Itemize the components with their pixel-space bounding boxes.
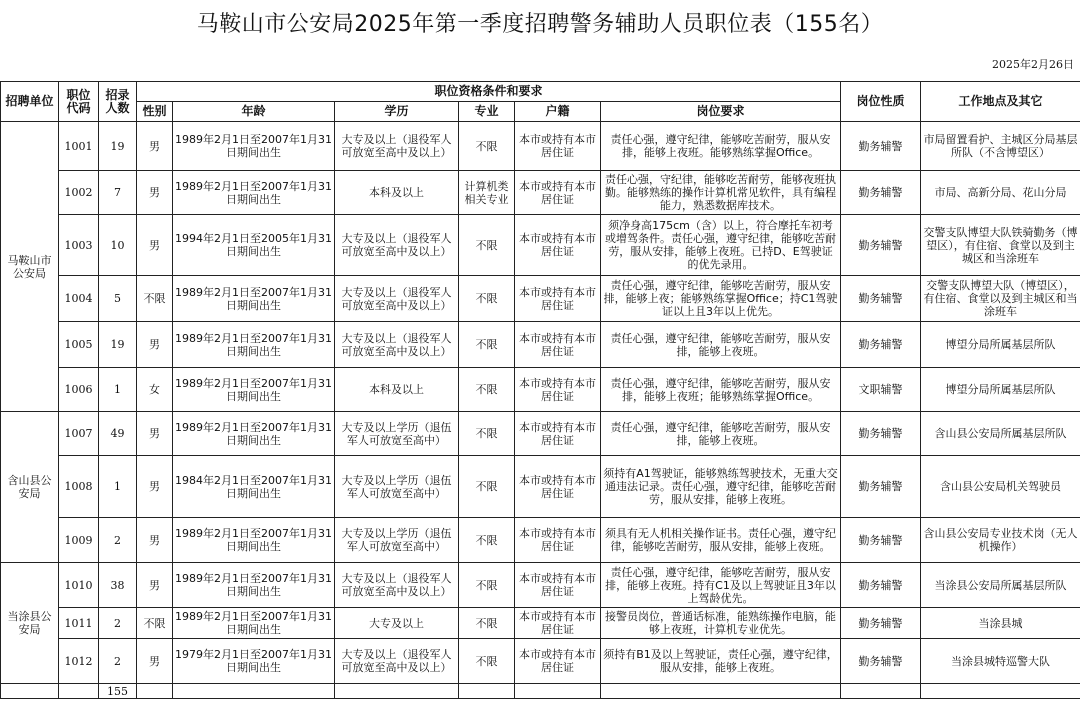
total-row [1, 684, 1080, 699]
major-cell: 不限 [459, 518, 515, 563]
total-empty-cell [841, 684, 921, 699]
nature-cell: 勤务辅警 [841, 639, 921, 684]
page-title: 马鞍山市公安局2025年第一季度招聘警务辅助人员职位表（155名） [196, 12, 884, 37]
code-cell: 1012 [59, 639, 99, 684]
header-gender: 性别 [137, 102, 173, 122]
duties-cell: 接警员岗位，普通话标准，能熟练操作电脑，能够上夜班，计算机专业优先。 [601, 608, 841, 639]
residence-cell: 本市或持有本市居住证 [515, 563, 601, 608]
residence-cell: 本市或持有本市居住证 [515, 608, 601, 639]
major-cell: 不限 [459, 322, 515, 368]
table-row [1, 639, 1080, 684]
nature-cell: 勤务辅警 [841, 322, 921, 368]
age-cell: 1989年2月1日至2007年1月31日期间出生 [173, 412, 335, 456]
total-empty-cell [59, 684, 99, 699]
residence-cell: 本市或持有本市居住证 [515, 122, 601, 171]
age-cell: 1994年2月1日至2005年1月31日期间出生 [173, 215, 335, 276]
code-cell: 1007 [59, 412, 99, 456]
residence-cell: 本市或持有本市居住证 [515, 368, 601, 412]
count-cell: 7 [99, 171, 137, 215]
table-row [1, 122, 1080, 171]
code-cell: 1002 [59, 171, 99, 215]
count-cell: 1 [99, 368, 137, 412]
gender-cell: 男 [137, 518, 173, 563]
total-empty-cell [515, 684, 601, 699]
education-cell: 大专及以上学历（退伍军人可放宽至高中） [335, 518, 459, 563]
total-empty-cell [1, 684, 59, 699]
location-cell: 含山县公安局专业技术岗（无人机操作） [921, 518, 1080, 563]
gender-cell: 男 [137, 456, 173, 518]
residence-cell: 本市或持有本市居住证 [515, 456, 601, 518]
header-requirements-group: 职位资格条件和要求 [137, 82, 841, 102]
gender-cell: 女 [137, 368, 173, 412]
header-residence: 户籍 [515, 102, 601, 122]
major-cell: 不限 [459, 215, 515, 276]
code-cell: 1008 [59, 456, 99, 518]
nature-cell: 勤务辅警 [841, 171, 921, 215]
positions-table [0, 81, 1080, 699]
table-row [1, 171, 1080, 215]
location-cell: 交警支队博望大队（博望区），有住宿、食堂以及到主城区和当涂班车 [921, 276, 1080, 322]
header-unit: 招聘单位 [1, 82, 59, 122]
age-cell: 1989年2月1日至2007年1月31日期间出生 [173, 122, 335, 171]
unit-cell: 当涂县公安局 [1, 563, 59, 684]
table-row [1, 518, 1080, 563]
header-duties: 岗位要求 [601, 102, 841, 122]
count-cell: 19 [99, 322, 137, 368]
unit-cell: 马鞍山市公安局 [1, 122, 59, 412]
header-age: 年龄 [173, 102, 335, 122]
unit-cell: 含山县公安局 [1, 412, 59, 563]
total-empty-cell [335, 684, 459, 699]
gender-cell: 男 [137, 215, 173, 276]
education-cell: 大专及以上学历（退伍军人可放宽至高中） [335, 456, 459, 518]
total-empty-cell [137, 684, 173, 699]
residence-cell: 本市或持有本市居住证 [515, 322, 601, 368]
major-cell: 不限 [459, 456, 515, 518]
age-cell: 1989年2月1日至2007年1月31日期间出生 [173, 322, 335, 368]
gender-cell: 男 [137, 322, 173, 368]
duties-cell: 须净身高175cm（含）以上，符合摩托车初考或增驾条件。责任心强，遵守纪律，能够吃苦耐劳，服从安排，能够上夜班。已持D、E驾驶证的优先录用。 [601, 215, 841, 276]
nature-cell: 勤务辅警 [841, 215, 921, 276]
table-row [1, 276, 1080, 322]
publish-date: 2025年2月26日 [992, 58, 1074, 71]
duties-cell: 责任心强，遵守纪律，能够吃苦耐劳，服从安排，能够上夜班。 [601, 412, 841, 456]
major-cell: 不限 [459, 639, 515, 684]
major-cell: 不限 [459, 412, 515, 456]
total-empty-cell [601, 684, 841, 699]
residence-cell: 本市或持有本市居住证 [515, 639, 601, 684]
duties-cell: 责任心强，遵守纪律，能够吃苦耐劳，服从安排，能够上夜班。 [601, 322, 841, 368]
major-cell: 计算机类相关专业 [459, 171, 515, 215]
header-count: 招录人数 [99, 82, 137, 122]
residence-cell: 本市或持有本市居住证 [515, 412, 601, 456]
code-cell: 1006 [59, 368, 99, 412]
code-cell: 1003 [59, 215, 99, 276]
total-empty-cell [921, 684, 1080, 699]
nature-cell: 勤务辅警 [841, 276, 921, 322]
duties-cell: 须持有A1驾驶证，能够熟练驾驶技术，无重大交通违法记录。责任心强，遵守纪律，能够吃苦耐劳，服从安排，能够上夜班。 [601, 456, 841, 518]
duties-cell: 责任心强，遵守纪律，能够吃苦耐劳，服从安排，能够上夜班。持有C1及以上驾驶证且3年以上驾龄优先。 [601, 563, 841, 608]
location-cell: 交警支队博望大队铁骑勤务（博望区），有住宿、食堂以及到主城区和当涂班车 [921, 215, 1080, 276]
code-cell: 1001 [59, 122, 99, 171]
table-row [1, 412, 1080, 456]
count-cell: 2 [99, 608, 137, 639]
code-cell: 1010 [59, 563, 99, 608]
header-code: 职位代码 [59, 82, 99, 122]
location-cell: 市局、高新分局、花山分局 [921, 171, 1080, 215]
location-cell: 当涂县城特巡警大队 [921, 639, 1080, 684]
age-cell: 1979年2月1日至2007年1月31日期间出生 [173, 639, 335, 684]
location-cell: 博望分局所属基层所队 [921, 322, 1080, 368]
gender-cell: 不限 [137, 608, 173, 639]
major-cell: 不限 [459, 563, 515, 608]
location-cell: 含山县公安局机关驾驶员 [921, 456, 1080, 518]
count-cell: 10 [99, 215, 137, 276]
table-row [1, 456, 1080, 518]
count-cell: 49 [99, 412, 137, 456]
total-empty-cell [173, 684, 335, 699]
location-cell: 市局留置看护、主城区分局基层所队（不含博望区） [921, 122, 1080, 171]
header-major: 专业 [459, 102, 515, 122]
nature-cell: 勤务辅警 [841, 563, 921, 608]
table-row [1, 563, 1080, 608]
duties-cell: 须持有B1及以上驾驶证，责任心强，遵守纪律，服从安排，能够上夜班。 [601, 639, 841, 684]
table-row [1, 322, 1080, 368]
total-count: 155 [99, 684, 137, 699]
nature-cell: 勤务辅警 [841, 412, 921, 456]
table-row [1, 368, 1080, 412]
gender-cell: 不限 [137, 276, 173, 322]
major-cell: 不限 [459, 122, 515, 171]
major-cell: 不限 [459, 368, 515, 412]
major-cell: 不限 [459, 608, 515, 639]
duties-cell: 责任心强，遵守纪律，能够吃苦耐劳，服从安排，能够上夜班；能够熟练掌握Office。 [601, 368, 841, 412]
duties-cell: 须具有无人机相关操作证书。责任心强，遵守纪律，能够吃苦耐劳，服从安排，能够上夜班。 [601, 518, 841, 563]
education-cell: 大专及以上 [335, 608, 459, 639]
age-cell: 1989年2月1日至2007年1月31日期间出生 [173, 171, 335, 215]
header-nature: 岗位性质 [841, 82, 921, 122]
code-cell: 1005 [59, 322, 99, 368]
education-cell: 本科及以上 [335, 171, 459, 215]
nature-cell: 勤务辅警 [841, 518, 921, 563]
table-row [1, 608, 1080, 639]
education-cell: 大专及以上（退役军人可放宽至高中及以上） [335, 639, 459, 684]
age-cell: 1989年2月1日至2007年1月31日期间出生 [173, 276, 335, 322]
education-cell: 大专及以上（退役军人可放宽至高中及以上） [335, 122, 459, 171]
education-cell: 大专及以上（退役军人可放宽至高中及以上） [335, 215, 459, 276]
gender-cell: 男 [137, 563, 173, 608]
residence-cell: 本市或持有本市居住证 [515, 276, 601, 322]
age-cell: 1984年2月1日至2007年1月31日期间出生 [173, 456, 335, 518]
count-cell: 19 [99, 122, 137, 171]
location-cell: 博望分局所属基层所队 [921, 368, 1080, 412]
duties-cell: 责任心强，遵守纪律，能够吃苦耐劳，服从安排，能够上夜；能够熟练掌握Office；持C1驾驶证以上且3年以上优先。 [601, 276, 841, 322]
count-cell: 5 [99, 276, 137, 322]
count-cell: 2 [99, 639, 137, 684]
education-cell: 大专及以上（退役军人可放宽至高中及以上） [335, 276, 459, 322]
nature-cell: 文职辅警 [841, 368, 921, 412]
code-cell: 1011 [59, 608, 99, 639]
residence-cell: 本市或持有本市居住证 [515, 215, 601, 276]
count-cell: 38 [99, 563, 137, 608]
education-cell: 大专及以上（退役军人可放宽至高中及以上） [335, 563, 459, 608]
duties-cell: 责任心强，遵守纪律，能够吃苦耐劳，服从安排，能够上夜班。能够熟练掌握Office。 [601, 122, 841, 171]
header-education: 学历 [335, 102, 459, 122]
major-cell: 不限 [459, 276, 515, 322]
residence-cell: 本市或持有本市居住证 [515, 171, 601, 215]
location-cell: 当涂县公安局所属基层所队 [921, 563, 1080, 608]
age-cell: 1989年2月1日至2007年1月31日期间出生 [173, 518, 335, 563]
location-cell: 当涂县城 [921, 608, 1080, 639]
age-cell: 1989年2月1日至2007年1月31日期间出生 [173, 563, 335, 608]
gender-cell: 男 [137, 122, 173, 171]
gender-cell: 男 [137, 412, 173, 456]
gender-cell: 男 [137, 171, 173, 215]
location-cell: 含山县公安局所属基层所队 [921, 412, 1080, 456]
education-cell: 大专及以上（退役军人可放宽至高中及以上） [335, 322, 459, 368]
code-cell: 1009 [59, 518, 99, 563]
residence-cell: 本市或持有本市居住证 [515, 518, 601, 563]
header-location: 工作地点及其它 [921, 82, 1080, 122]
education-cell: 大专及以上学历（退伍军人可放宽至高中） [335, 412, 459, 456]
gender-cell: 男 [137, 639, 173, 684]
nature-cell: 勤务辅警 [841, 608, 921, 639]
education-cell: 本科及以上 [335, 368, 459, 412]
nature-cell: 勤务辅警 [841, 122, 921, 171]
count-cell: 1 [99, 456, 137, 518]
duties-cell: 责任心强，守纪律，能够吃苦耐劳，能够夜班执勤。能够熟练的操作计算机常见软件，具有编程能力，熟悉数据库技术。 [601, 171, 841, 215]
table-row [1, 215, 1080, 276]
total-empty-cell [459, 684, 515, 699]
age-cell: 1989年2月1日至2007年1月31日期间出生 [173, 368, 335, 412]
age-cell: 1989年2月1日至2007年1月31日期间出生 [173, 608, 335, 639]
count-cell: 2 [99, 518, 137, 563]
nature-cell: 勤务辅警 [841, 456, 921, 518]
code-cell: 1004 [59, 276, 99, 322]
